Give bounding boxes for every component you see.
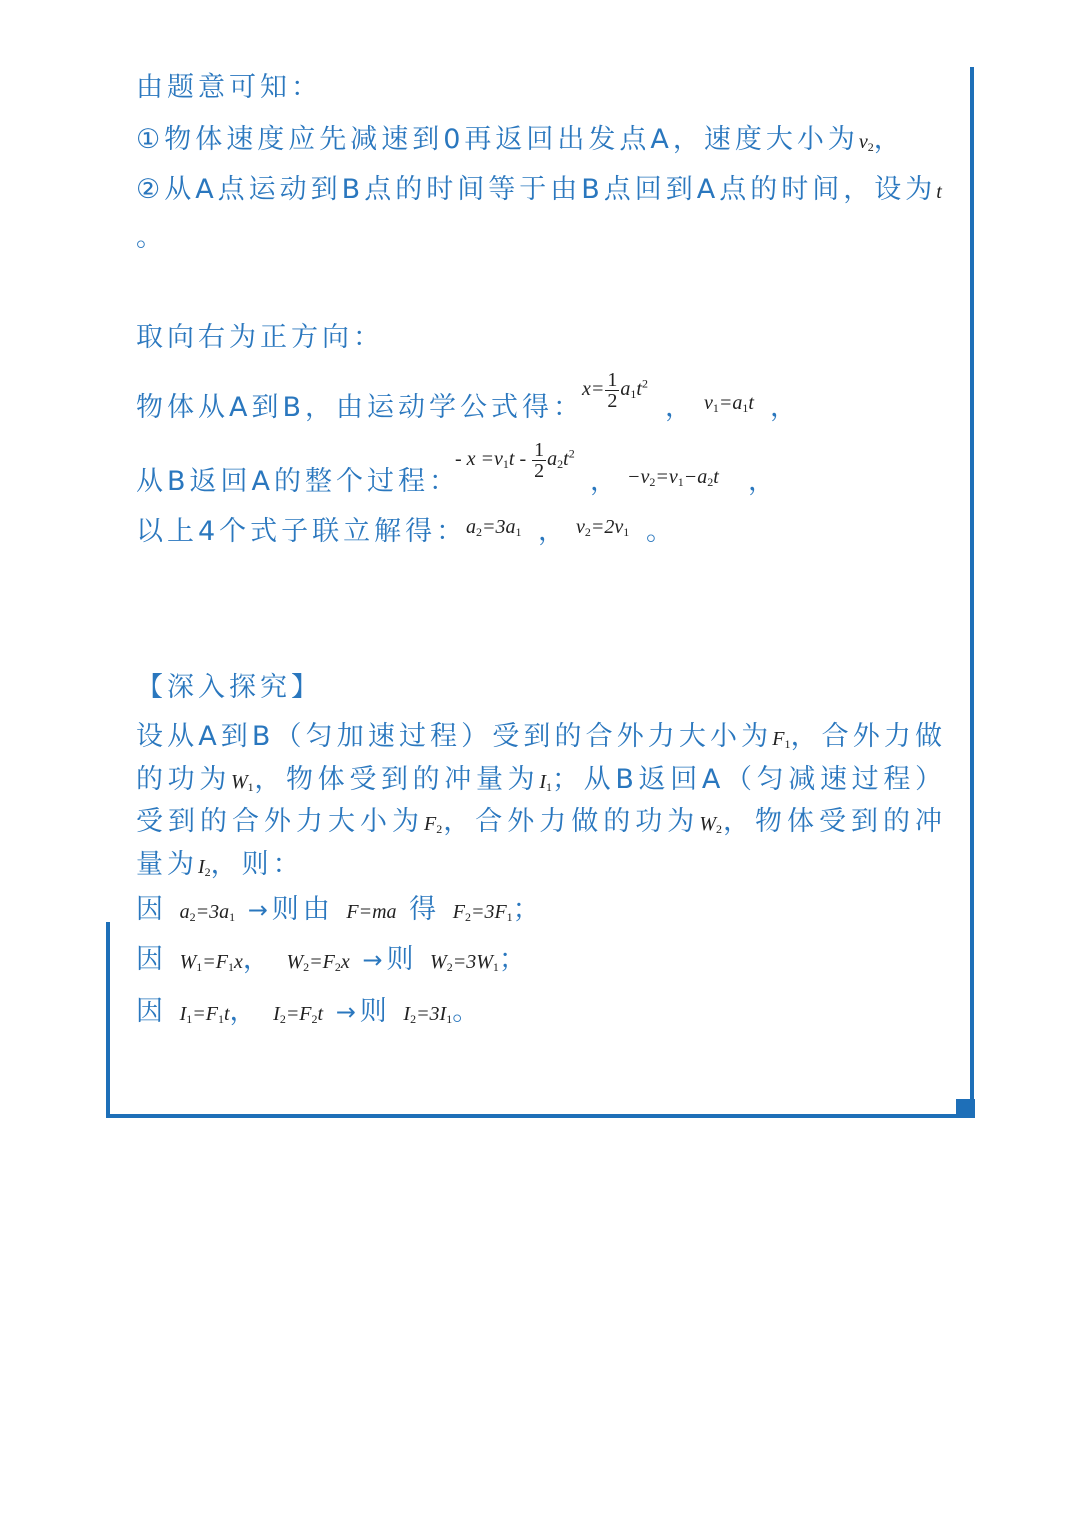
then-3: 则 xyxy=(359,996,391,1027)
formula-displacement-ab: x= $\frac{1}{2}$ $a_1t^2$ xyxy=(582,369,648,412)
intro-item-2 xyxy=(136,170,942,212)
formula-newton: F=ma xyxy=(346,901,397,923)
get: 得 xyxy=(409,894,441,925)
conclusion-force xyxy=(136,890,544,932)
formula-a2-eq: $a_2=3a_1$ xyxy=(179,901,236,924)
conclusion-impulse xyxy=(136,992,483,1034)
deep-p6: ，物体受到的冲量为 xyxy=(136,806,947,880)
then-2: 则 xyxy=(386,944,418,975)
derivation-line-1: 物体从A到B，由运动学公式得： xyxy=(136,392,584,423)
formula-W2-eq: $W_2=F_2x$ xyxy=(286,951,350,974)
because-3: 因 xyxy=(136,996,167,1027)
period-3: 。 xyxy=(452,996,484,1027)
intro-item-2-text: ②从A点运动到B点的时间等于由B点回到A点的时间，设为 xyxy=(136,174,937,205)
sep-2: ， xyxy=(590,466,621,497)
formula-W2-result: $W_2=3W_1$ xyxy=(430,951,499,974)
arrow-3: → xyxy=(335,998,360,1026)
because-1: 因 xyxy=(136,894,167,925)
deep-heading: 【深入探究】 xyxy=(136,672,322,703)
formula-v2: $v_2$ xyxy=(858,131,874,154)
intro-item-1 xyxy=(136,120,905,162)
formula-velocity-ab: $v_1=a_1t$ xyxy=(704,392,754,415)
sep-3: ， xyxy=(538,516,569,547)
derivation-line-3: 以上4个式子联立解得： xyxy=(136,516,468,547)
arrow-2: → xyxy=(362,946,387,974)
formula-F2-eq: $F_2=3F_1$ xyxy=(452,901,513,924)
semicolon-2: ； xyxy=(498,944,530,975)
intro-item-1-text: ①物体速度应先减速到0再返回出发点A，速度大小为 xyxy=(136,124,859,155)
frame-left-border xyxy=(106,922,110,1118)
deep-p1: 设从A到B（匀加速过程）受到的合外力大小为 xyxy=(136,721,773,752)
frame-right-border xyxy=(970,67,974,1117)
comma-2: ， xyxy=(242,944,274,975)
formula-I2-result: $I_2=3I_1$ xyxy=(403,1003,453,1026)
formula-F1: $F_1$ xyxy=(772,728,791,751)
end-comma-1: ， xyxy=(770,392,801,423)
sep-1: ， xyxy=(665,392,696,423)
end-period-3: 。 xyxy=(646,516,677,547)
because-2: 因 xyxy=(136,944,167,975)
intro-heading: 由题意可知： xyxy=(136,72,322,103)
end-comma-2: ， xyxy=(748,466,779,497)
then-by: 则由 xyxy=(271,894,334,925)
formula-I2: $I_2$ xyxy=(198,855,211,879)
formula-t: t xyxy=(936,181,942,203)
deep-p3: ，物体受到的冲量为 xyxy=(253,763,540,795)
arrow-1: → xyxy=(247,896,272,924)
formula-F2: $F_2$ xyxy=(424,813,443,836)
intro-item-1-tail: ， xyxy=(873,124,905,155)
deep-p5: ，合外力做的功为 xyxy=(442,806,700,837)
frame-corner-square xyxy=(956,1099,975,1118)
frame-bottom-border xyxy=(106,1114,974,1118)
comma-3: ， xyxy=(229,996,261,1027)
formula-displacement-ba: - $x =v_1t$ - $\frac{1}{2}$ $a_2t^2$ xyxy=(455,439,575,482)
deep-p4: ；从B返回A（匀减速过程）受到的合外力大小为 xyxy=(136,763,947,837)
deep-paragraph xyxy=(136,717,946,887)
formula-W1: $W_1$ xyxy=(231,770,254,794)
semicolon-1: ； xyxy=(512,894,544,925)
formula-W1-eq: $W_1=F_1x$ xyxy=(179,951,243,974)
derivation-line-2: 从B返回A的整个过程： xyxy=(136,466,460,497)
formula-I1: $I_1$ xyxy=(539,770,553,794)
intro-item-2-tail: 。 xyxy=(136,222,167,253)
formula-I1-eq: $I_1=F_1t$ xyxy=(179,1003,230,1026)
formula-v2-result: $v_2=2v_1$ xyxy=(576,516,630,539)
formula-W2: $W_2$ xyxy=(699,813,722,836)
formula-a2-result: $a_2=3a_1$ xyxy=(466,516,522,539)
formula-velocity-ba: $-v_2=v_1-a_2t$ xyxy=(627,466,719,489)
deep-p2: ，合外力做的功为 xyxy=(136,721,947,795)
conclusion-work xyxy=(136,940,530,982)
formula-I2-eq: $I_2=F_2t$ xyxy=(273,1003,324,1026)
derivation-heading: 取向右为正方向： xyxy=(136,322,384,353)
deep-p7: ，则： xyxy=(210,848,304,880)
